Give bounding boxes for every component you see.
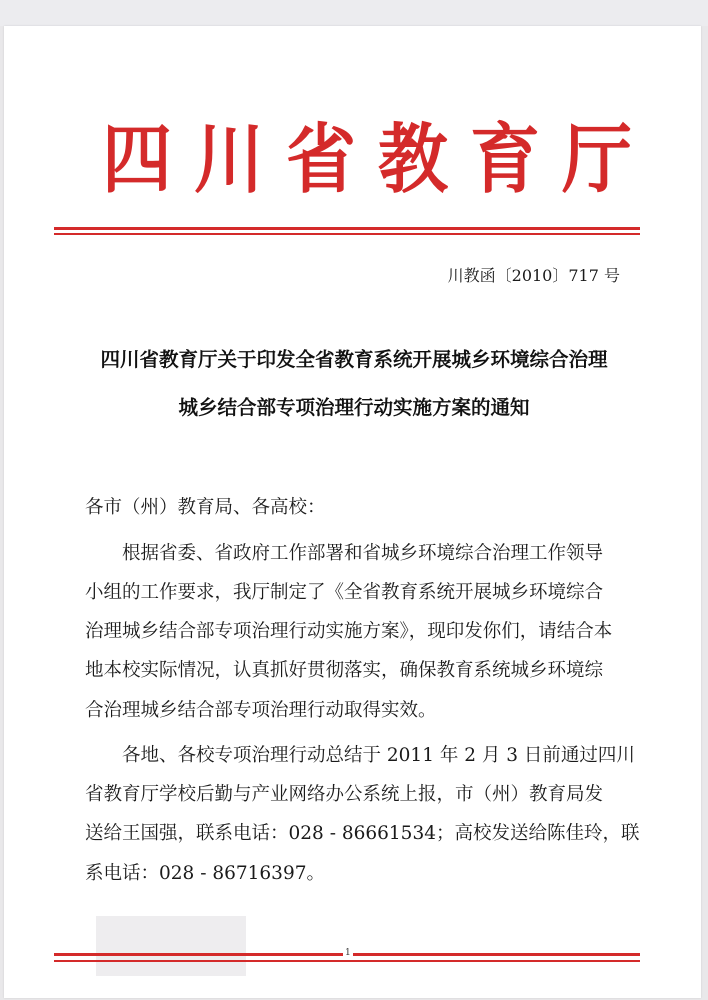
scan-top-margin bbox=[0, 0, 708, 26]
page-number: 1 bbox=[345, 948, 351, 958]
footer-red-rule-thin bbox=[54, 960, 640, 962]
paragraph-1-line-1: 根据省委、省政府工作部署和省城乡环境综合治理工作领导 bbox=[122, 543, 604, 564]
paragraph-1-line-4: 地本校实际情况，认真抓好贯彻落实，确保教育系统城乡环境综 bbox=[85, 660, 604, 681]
notice-title-line-2: 城乡结合部专项治理行动实施方案的通知 bbox=[178, 396, 530, 419]
paragraph-2-line-2: 省教育厅学校后勤与产业网络办公系统上报，市（州）教育局发 bbox=[85, 784, 604, 805]
paragraph-2-line-1: 各地、各校专项治理行动总结于 2011 年 2 月 3 日前通过四川 bbox=[122, 745, 635, 766]
letterhead-title: 四川省教育厅 bbox=[102, 114, 654, 205]
bleed-through-shadow bbox=[96, 916, 246, 976]
paragraph-2-line-4: 系电话：028 - 86716397。 bbox=[85, 863, 325, 884]
paragraph-2-line-3: 送给王国强，联系电话：028 - 86661534；高校发送给陈佳玲，联 bbox=[85, 823, 640, 844]
paragraph-1-line-2: 小组的工作要求，我厅制定了《全省教育系统开展城乡环境综合 bbox=[85, 582, 604, 603]
salutation: 各市（州）教育局、各高校： bbox=[85, 497, 326, 518]
document-number: 川教函〔2010〕717 号 bbox=[447, 266, 620, 285]
letterhead-red-rule-thick bbox=[54, 227, 640, 230]
notice-title-line-1: 四川省教育厅关于印发全省教育系统开展城乡环境综合治理 bbox=[100, 348, 608, 371]
letterhead-red-rule-thin bbox=[54, 233, 640, 235]
paragraph-1-line-5: 合治理城乡结合部专项治理行动取得实效。 bbox=[85, 700, 437, 721]
paragraph-1-line-3: 治理城乡结合部专项治理行动实施方案》，现印发你们，请结合本 bbox=[85, 621, 613, 642]
